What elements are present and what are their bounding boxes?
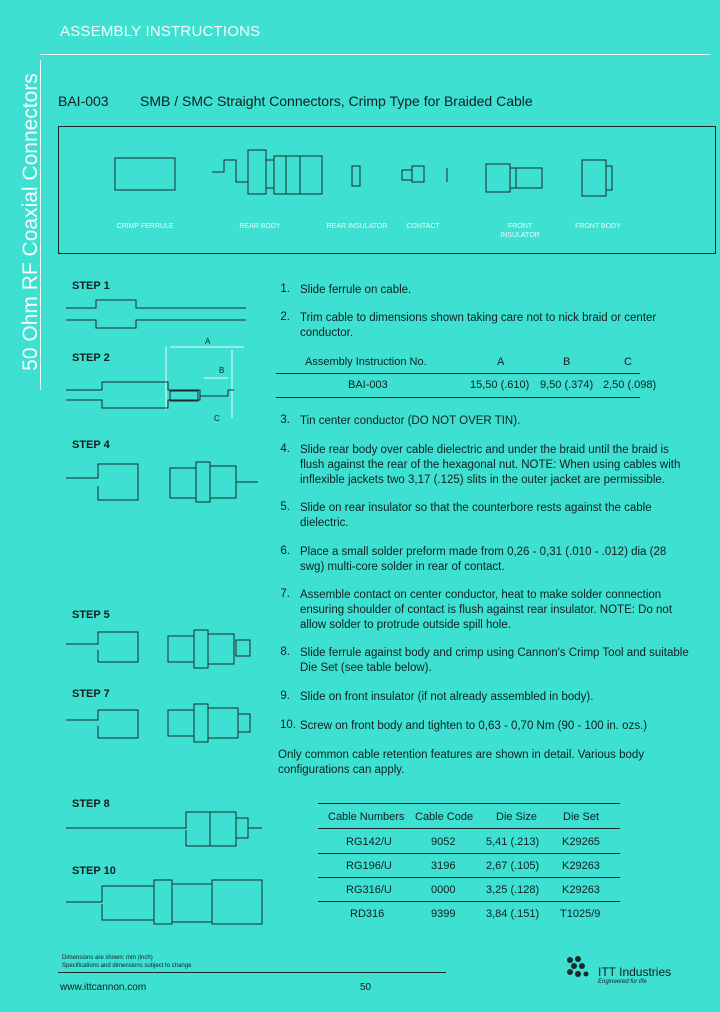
- cable-table-rule: [318, 853, 620, 854]
- cable-table-cell: RD316: [350, 908, 385, 920]
- cable-table-cell: 9399: [431, 908, 456, 920]
- instruction-text: Slide ferrule on cable.: [300, 284, 412, 296]
- cable-table-cell: 9052: [431, 836, 456, 848]
- cable-table-cell: 3,25 (.128): [486, 884, 540, 896]
- step-1-label: STEP 1: [72, 280, 110, 292]
- dim-table-cell: 2,50 (.098): [603, 379, 657, 391]
- instruction-text: Slide ferrule against body and crimp using Cannon's Crimp Tool and suitable Die Set (see table below).: [300, 647, 689, 674]
- cable-table-cell: 3196: [431, 860, 456, 872]
- step-5-label: STEP 5: [72, 609, 110, 621]
- cable-table-cell: 3,84 (.151): [486, 908, 540, 920]
- step-drawings: [0, 0, 270, 960]
- dim-table-rule: [276, 397, 640, 398]
- itt-logo-icon: [564, 954, 594, 984]
- step-1-drawing: [66, 300, 246, 328]
- instruction-number: 10.: [280, 719, 296, 731]
- step-2-label: STEP 2: [72, 352, 110, 364]
- footer-specs-note: Specifications and dimensions subject to change: [62, 963, 192, 969]
- cable-table-rule: [318, 901, 620, 902]
- instruction-number: 3.: [280, 414, 290, 426]
- instruction-number: 1.: [280, 283, 290, 295]
- dim-table-cell: 15,50 (.610): [470, 379, 530, 391]
- step-8-label: STEP 8: [72, 798, 110, 810]
- section-heading: ASSEMBLY INSTRUCTIONS: [60, 23, 261, 40]
- part-label-rear-body: REAR BODY: [239, 223, 281, 230]
- step-8-drawing: [66, 812, 262, 846]
- configuration-note: Only common cable retention features are shown in detail. Various body configurations can apply.: [278, 749, 645, 776]
- step-10-drawing: [66, 880, 262, 924]
- cable-table-rule: [318, 803, 620, 804]
- instruction-text: Trim cable to dimensions shown taking care not to nick braid or center conductor.: [300, 312, 657, 339]
- part-label-contact: CONTACT: [406, 223, 440, 230]
- brand-name: ITT Industries: [598, 965, 672, 979]
- instruction-number: 8.: [280, 646, 290, 658]
- front-body-icon: [582, 160, 612, 196]
- step-4-label: STEP 4: [72, 439, 110, 451]
- step-4-drawing: [66, 462, 258, 502]
- cable-table-cell: T1025/9: [560, 908, 601, 920]
- page-number: 50: [360, 982, 372, 993]
- instruction-text: Slide on front insulator (if not already assembled in body).: [300, 691, 594, 703]
- dim-table-cell: 9,50 (.374): [540, 379, 594, 391]
- dim-table-header: A: [497, 356, 505, 368]
- dim-table-cell: BAI-003: [348, 379, 388, 391]
- cable-table-header: Cable Numbers: [328, 811, 405, 823]
- front-insulator-icon: [486, 164, 542, 192]
- cable-table-rule: [318, 828, 620, 829]
- part-label-rear-insulator: REAR INSULATOR: [326, 223, 388, 230]
- instruction-number: 2.: [280, 311, 290, 323]
- instruction-number: 4.: [280, 443, 290, 455]
- instruction-text: Place a small solder preform made from 0,26 - 0,31 (.010 - .012) dia (28 swg) multi-core solder in rear of contact.: [300, 546, 667, 573]
- instruction-number: 9.: [280, 690, 290, 702]
- dimension-a-label: A: [205, 337, 211, 346]
- cable-table-cell: RG196/U: [346, 860, 392, 872]
- dim-table-header: Assembly Instruction No.: [305, 356, 427, 368]
- dimension-c-label: C: [214, 414, 220, 423]
- instruction-text: Tin center conductor (DO NOT OVER TIN).: [300, 415, 521, 427]
- footer-rule: [58, 972, 446, 973]
- part-label-front-body: FRONT BODY: [575, 223, 621, 230]
- dim-table-header: C: [624, 356, 632, 368]
- instruction-number: 5.: [280, 501, 290, 513]
- cable-table-rule: [318, 877, 620, 878]
- cable-table-cell: 0000: [431, 884, 456, 896]
- cable-table-cell: 5,41 (.213): [486, 836, 540, 848]
- dim-table-rule: [276, 373, 640, 374]
- rear-insulator-icon: [352, 166, 360, 186]
- dimension-b-label: B: [219, 366, 225, 375]
- brand-tagline: Engineered for life: [598, 979, 647, 985]
- cable-table-header: Die Set: [563, 811, 600, 823]
- cable-table-cell: RG316/U: [346, 884, 392, 896]
- instruction-text: Screw on front body and tighten to 0,63 - 0,70 Nm (90 - 100 in. ozs.): [300, 720, 648, 732]
- cable-table-header: Die Size: [496, 811, 537, 823]
- part-label-crimp-ferrule: CRIMP FERRULE: [116, 223, 174, 230]
- dim-table-header: B: [563, 356, 571, 368]
- side-title: 50 Ohm RF Coaxial Connectors: [19, 73, 42, 371]
- cable-table-cell: 2,67 (.105): [486, 860, 540, 872]
- cable-table-header: Cable Code: [415, 811, 474, 823]
- step-2-drawing: [66, 346, 244, 418]
- instruction-number: 7.: [280, 588, 290, 600]
- instruction-text: Slide on rear insulator so that the counterbore rests against the cable dielectric.: [300, 502, 652, 529]
- instruction-number: 6.: [280, 545, 290, 557]
- cable-table-cell: K29265: [562, 836, 600, 848]
- footer-dimensions-note: Dimensions are shown: mm (inch): [62, 955, 153, 961]
- cable-table-cell: K29263: [562, 884, 600, 896]
- step-5-drawing: [66, 630, 250, 668]
- part-label-front-insulator: FRONT INSULATOR: [500, 223, 540, 239]
- cable-table-cell: K29263: [562, 860, 600, 872]
- document-title: SMB / SMC Straight Connectors, Crimp Type for Braided Cable: [140, 93, 533, 109]
- cable-table-cell: RG142/U: [346, 836, 392, 848]
- step-10-label: STEP 10: [72, 865, 116, 877]
- instruction-text: Slide rear body over cable dielectric and under the braid until the braid is flush against the rear of the hexagonal nut. NOTE: When using cables with inflexible jackets two 3,17 (.125) slits in the outer jacket are permissible.: [300, 444, 681, 486]
- step-7-drawing: [66, 704, 250, 742]
- footer-url[interactable]: www.ittcannon.com: [60, 982, 147, 993]
- step-7-label: STEP 7: [72, 688, 110, 700]
- instruction-text: Assemble contact on center conductor, heat to make solder connection ensuring shoulder of contact is flush against rear insulator. NOTE: Do not allow solder to protrude outside spill hole.: [300, 589, 673, 631]
- document-id: BAI-003: [58, 93, 109, 109]
- contact-icon: [402, 166, 447, 182]
